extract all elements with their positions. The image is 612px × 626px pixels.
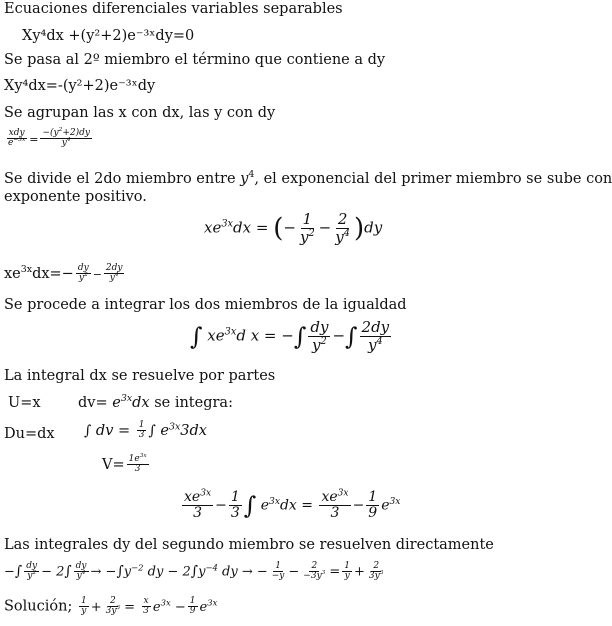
step-integrate: Se procede a integrar los dos miembros de la igualdad (4, 297, 407, 313)
solution-line: Solución; $\frac{1}{y}$ + $\frac{2}{3y^3}$ = $\frac{x}{3}$ $e^{3x}$ − $\frac{1}{9}$ $e^{3x}$ (4, 596, 218, 617)
step-divide-cont: exponente positivo. (4, 189, 147, 205)
parts-u: U=x (8, 395, 41, 411)
equation-moved: Xy⁴dx=-(y²+2)e⁻³ˣdy (4, 78, 156, 94)
step-divide-b: , el exponencial del primer miembro se sube con (254, 171, 612, 187)
direct-integrals: −∫ $\frac{dy}{y^2}$ − 2∫ $\frac{dy}{y^4}$ → $-\int y^{-2}$ dy − $2\int y^{-4}$ dy → − $\frac{1}{-y}$ − $\frac{2}{-3y^3}$ = $\frac{1}{y}$ + $\frac{2}{3y^3}$ (4, 561, 384, 582)
step-divide-a: Se divide el 2do miembro entre (4, 171, 236, 187)
step-move-term: Se pasa al 2º miembro el término que contiene a dy (4, 52, 386, 68)
step-divide: Se divide el 2do miembro entre $y^4$, el exponencial del primer miembro se sube con (4, 169, 612, 187)
parts-result: $\frac{xe^{3x}}{3}$ − $\frac{1}{3}$ ∫ $e^{3x}dx$ = $\frac{xe^{3x}}{3}$ − $\frac{1}{9}$ $e^{3x}$ (184, 488, 401, 521)
step-direct: Las integrales dy del segundo miembro se resuelven directamente (4, 537, 494, 553)
step-group: Se agrupan las x con dx, las y con dy (4, 105, 276, 121)
step-by-parts: La integral dx se resuelve por partes (4, 368, 276, 384)
parts-dv: $dv= e^{3x}dx$ se integra: (78, 393, 233, 411)
equation-integrals: ∫ $xe^{3x}d$ x = −∫ $\frac{dy}{y^2}$ −∫ $\frac{2dy}{y^4}$ (190, 318, 390, 354)
solution-label: Solución; (4, 598, 73, 615)
equation-separated-inline: $xe^{3x}dx=-$ $\frac{dy}{y^2}$ − $\frac{2dy}{y^4}$ (4, 263, 123, 284)
equation-original: Xy⁴dx +(y²+2)e⁻³ˣdy=0 (22, 28, 195, 44)
equation-grouped-fraction: $\frac{\text{xdy}}{e^{-3x}}$ = $\frac{-(y^2+2)dy}{y^4}$ (8, 127, 90, 149)
parts-dv-note: se integra: (154, 395, 233, 411)
parts-v-result: V= $\frac{1e^{3x}}{3}$ (102, 453, 147, 475)
equation-separated-centered: $xe^{3x}dx$ = (− $\frac{1}{y^2}$ − $\frac{2}{y^4}$ )dy (204, 210, 383, 246)
parts-du: Du=dx (4, 426, 55, 442)
parts-v-integral: ∫ dv = $\frac{1}{3}$ ∫ $e^{3x}3dx$ (84, 420, 207, 441)
title-line: Ecuaciones diferenciales variables separables (4, 1, 343, 17)
parts-dv-label: dv= (78, 395, 108, 411)
